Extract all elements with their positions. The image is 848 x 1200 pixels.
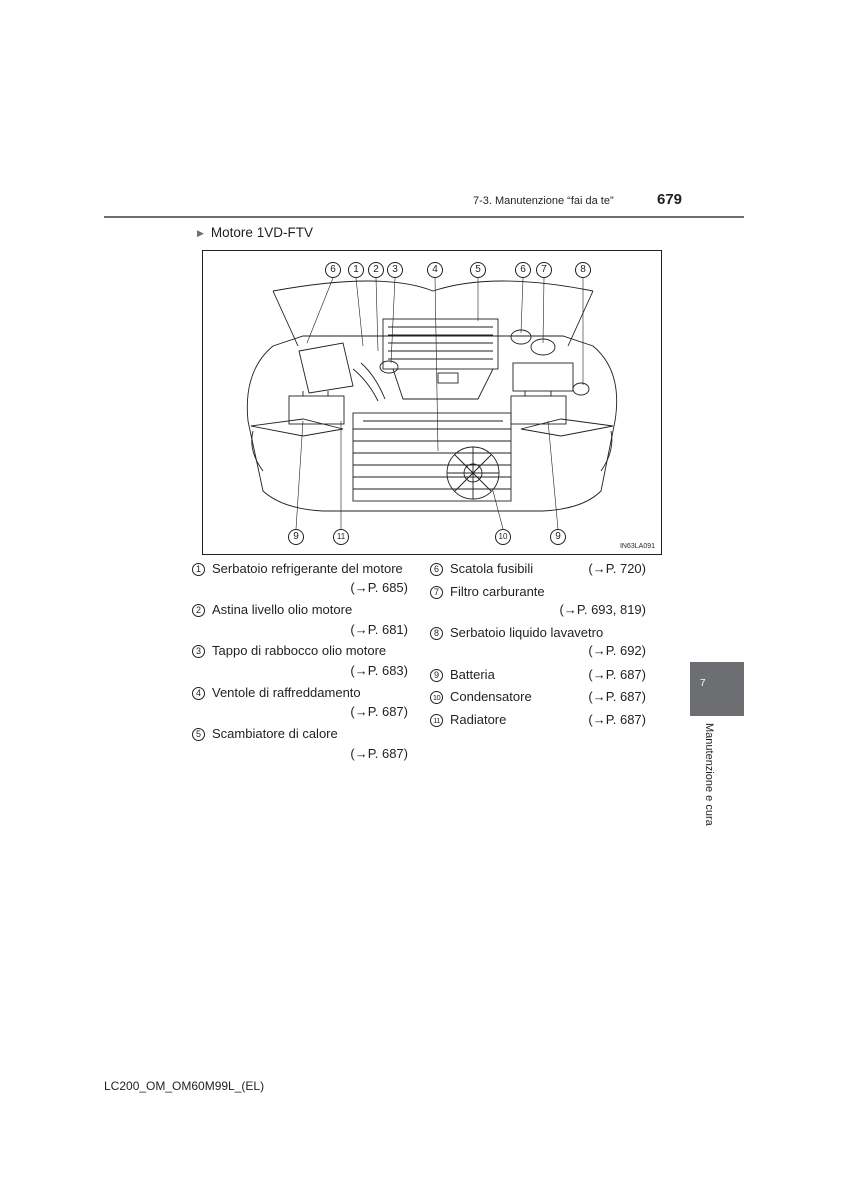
- bullet-triangle-icon: ▶: [197, 228, 204, 238]
- legend-label: Ventole di raffreddamento: [212, 685, 361, 700]
- page-reference: (→P. 720): [588, 561, 646, 576]
- legend-item-4: [192, 685, 361, 701]
- page-reference: (→P. 687): [588, 667, 646, 682]
- legend-label: Filtro carburante: [450, 584, 545, 599]
- engine-illustration: [203, 251, 661, 554]
- page-number: 679: [657, 191, 683, 208]
- legend-label: Radiatore: [450, 712, 507, 727]
- callout-bottom-4: 9: [550, 529, 566, 545]
- legend-number-badge: 4: [192, 687, 205, 700]
- callout-top-5: 4: [427, 262, 443, 278]
- legend-label: Batteria: [450, 667, 495, 682]
- legend-label: Scambiatore di calore: [212, 726, 338, 741]
- callout-bottom-2: 11: [333, 529, 349, 545]
- legend-label: Condensatore: [450, 689, 532, 704]
- legend-number-badge: 10: [430, 691, 443, 704]
- callout-top-2: 1: [348, 262, 364, 278]
- page-reference: (→P. 685): [350, 580, 408, 595]
- page-reference: (→P. 681): [350, 622, 408, 637]
- legend-label: Serbatoio liquido lavavetro: [450, 625, 604, 640]
- callout-top-8: 7: [536, 262, 552, 278]
- legend-number-badge: 3: [192, 645, 205, 658]
- legend-item-6: [430, 561, 533, 577]
- page-reference: (→P. 683): [350, 663, 408, 678]
- legend-label: Serbatoio refrigerante del motore: [212, 561, 403, 576]
- page-reference: (→P. 692): [588, 643, 646, 658]
- legend-number-badge: 1: [192, 563, 205, 576]
- header-rule: [104, 216, 744, 218]
- chapter-label: Manutenzione e cura: [703, 723, 715, 826]
- footer-code: LC200_OM_OM60M99L_(EL): [104, 1079, 265, 1093]
- legend-number-badge: 2: [192, 604, 205, 617]
- subheading-text: Motore 1VD-FTV: [210, 225, 313, 240]
- legend-label: Scatola fusibili: [450, 561, 534, 576]
- callout-top-4: 3: [387, 262, 403, 278]
- legend-item-8: [430, 625, 603, 641]
- callout-top-9: 8: [575, 262, 591, 278]
- legend-label: Astina livello olio motore: [212, 602, 353, 617]
- chapter-number: 7: [700, 678, 706, 689]
- legend-number-badge: 7: [430, 586, 443, 599]
- legend-item-9: [430, 667, 495, 683]
- page-reference: (→P. 687): [350, 746, 408, 761]
- callout-top-7: 6: [515, 262, 531, 278]
- legend-item-5: [192, 726, 338, 742]
- legend-item-3: [192, 643, 386, 659]
- legend-number-badge: 5: [192, 728, 205, 741]
- page-reference: (→P. 693, 819): [559, 602, 646, 617]
- legend-item-11: [430, 712, 506, 728]
- legend-number-badge: 9: [430, 669, 443, 682]
- page-reference: (→P. 687): [588, 712, 646, 727]
- subheading: [197, 225, 313, 240]
- callout-top-3: 2: [368, 262, 384, 278]
- page-reference: (→P. 687): [350, 704, 408, 719]
- header-section-title: 7-3. Manutenzione “fai da te”: [473, 195, 614, 207]
- legend-item-7: [430, 584, 545, 600]
- legend-item-1: [192, 561, 403, 577]
- legend-number-badge: 6: [430, 563, 443, 576]
- callout-bottom-3: 10: [495, 529, 511, 545]
- legend-number-badge: 11: [430, 714, 443, 727]
- callout-top-6: 5: [470, 262, 486, 278]
- legend-item-10: [430, 689, 532, 705]
- legend-label: Tappo di rabbocco olio motore: [212, 643, 387, 658]
- page-reference: (→P. 687): [588, 689, 646, 704]
- engine-figure: [202, 250, 662, 555]
- chapter-tab: [690, 662, 744, 716]
- legend-number-badge: 8: [430, 627, 443, 640]
- callout-bottom-1: 9: [288, 529, 304, 545]
- callout-top-1: 6: [325, 262, 341, 278]
- figure-code: IN63LA091: [619, 543, 655, 550]
- legend-item-2: [192, 602, 352, 618]
